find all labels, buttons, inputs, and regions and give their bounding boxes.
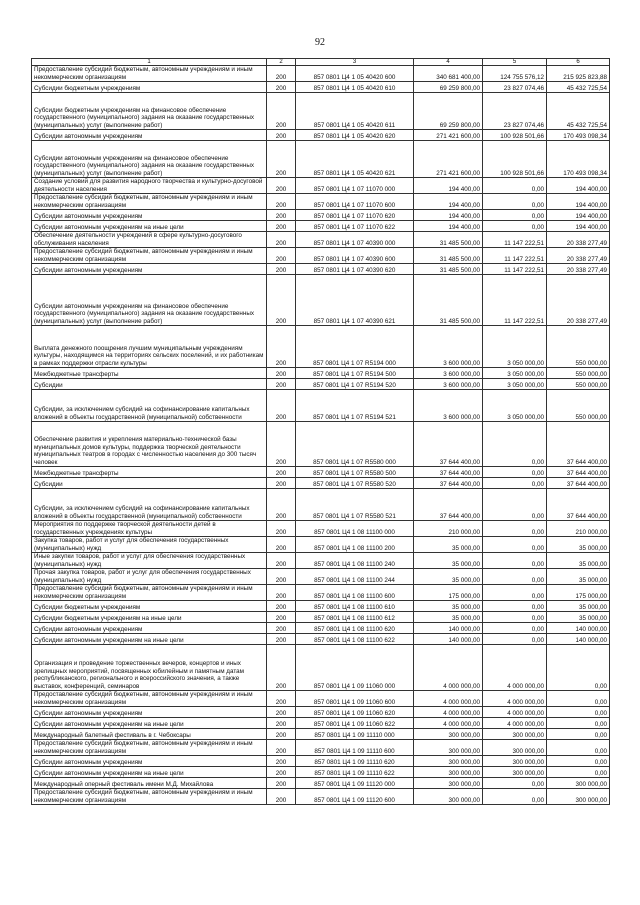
- row-executed-amount: 0,00: [483, 612, 547, 623]
- row-unexecuted-amount: 37 644 400,00: [547, 489, 610, 521]
- row-line-code: 200: [267, 756, 296, 767]
- row-unexecuted-amount: 170 493 098,34: [547, 141, 610, 178]
- row-executed-amount: 4 000 000,00: [483, 645, 547, 691]
- row-executed-amount: 100 928 501,66: [483, 141, 547, 178]
- row-budget-classification: 857 0801 Ц4 1 08 11100 000: [296, 521, 414, 537]
- row-line-code: 200: [267, 623, 296, 634]
- row-line-code: 200: [267, 521, 296, 537]
- row-budget-classification: 857 0801 Ц4 1 08 11100 622: [296, 634, 414, 645]
- row-unexecuted-amount: 0,00: [547, 729, 610, 740]
- row-name: Субсидии: [32, 379, 267, 390]
- row-line-code: 200: [267, 130, 296, 141]
- row-approved-amount: 194 400,00: [414, 194, 483, 210]
- row-name: Субсидии автономным учреждениям: [32, 264, 267, 275]
- row-budget-classification: 857 0801 Ц4 1 07 11070 620: [296, 210, 414, 221]
- row-line-code: 200: [267, 248, 296, 264]
- row-unexecuted-amount: 194 400,00: [547, 210, 610, 221]
- row-executed-amount: 3 050 000,00: [483, 368, 547, 379]
- table-row: [32, 756, 610, 767]
- row-approved-amount: 175 000,00: [414, 585, 483, 601]
- row-approved-amount: 300 000,00: [414, 778, 483, 789]
- row-unexecuted-amount: 0,00: [547, 756, 610, 767]
- row-line-code: 200: [267, 93, 296, 130]
- row-approved-amount: 4 000 000,00: [414, 645, 483, 691]
- column-header: 6: [547, 59, 610, 66]
- header-row: [32, 59, 610, 66]
- row-budget-classification: 857 0801 Ц4 1 07 R5580 521: [296, 489, 414, 521]
- row-unexecuted-amount: 20 338 277,49: [547, 248, 610, 264]
- row-name: Предоставление субсидий бюджетным, автономным учреждениям и иным некоммерческим организациям: [32, 740, 267, 756]
- row-name: Субсидии автономным учреждениям на финансовое обеспечение государственного (муниципального) задания на оказание государственных (муниципальных) услуг (выполнение работ): [32, 141, 267, 178]
- row-line-code: 200: [267, 326, 296, 368]
- row-budget-classification: 857 0801 Ц4 1 07 11070 600: [296, 194, 414, 210]
- table-row: [32, 390, 610, 422]
- row-approved-amount: 31 485 500,00: [414, 232, 483, 248]
- table-row: [32, 478, 610, 489]
- row-budget-classification: 857 0801 Ц4 1 08 11100 610: [296, 601, 414, 612]
- row-budget-classification: 857 0801 Ц4 1 07 R5194 520: [296, 379, 414, 390]
- row-name: Субсидии автономным учреждениям на иные цели: [32, 221, 267, 232]
- row-line-code: 200: [267, 422, 296, 467]
- row-approved-amount: 35 000,00: [414, 601, 483, 612]
- row-budget-classification: 857 0801 Ц4 1 08 11100 600: [296, 585, 414, 601]
- row-approved-amount: 300 000,00: [414, 789, 483, 805]
- row-budget-classification: 857 0801 Ц4 1 07 40390 620: [296, 264, 414, 275]
- row-approved-amount: 4 000 000,00: [414, 691, 483, 707]
- row-name: Субсидии автономным учреждениям: [32, 210, 267, 221]
- row-name: Предоставление субсидий бюджетным, автономным учреждениям и иным некоммерческим организациям: [32, 789, 267, 805]
- row-name: Мероприятия по поддержке творческой деятельности детей в государственных учреждениях культуры: [32, 521, 267, 537]
- row-budget-classification: 857 0801 Ц4 1 09 11110 620: [296, 756, 414, 767]
- table-row: [32, 210, 610, 221]
- row-name: Выплата денежного поощрения лучшим муниципальным учреждениям культуры, находящимся на территориях сельских поселений, и их работникам в рамках поддержки отрасли культуры: [32, 326, 267, 368]
- row-budget-classification: 857 0801 Ц4 1 07 R5194 521: [296, 390, 414, 422]
- row-name: Субсидии автономным учреждениям на иные цели: [32, 767, 267, 778]
- row-name: Субсидии бюджетным учреждениям на финансовое обеспечение государственного (муниципального) задания на оказание государственных (муниципальных) услуг (выполнение работ): [32, 93, 267, 130]
- row-name: Субсидии автономным учреждениям: [32, 756, 267, 767]
- column-header: 5: [483, 59, 547, 66]
- table-row: [32, 264, 610, 275]
- row-unexecuted-amount: 37 644 400,00: [547, 478, 610, 489]
- row-executed-amount: 3 050 000,00: [483, 390, 547, 422]
- row-line-code: 200: [267, 740, 296, 756]
- row-executed-amount: 300 000,00: [483, 740, 547, 756]
- row-unexecuted-amount: 550 000,00: [547, 379, 610, 390]
- row-unexecuted-amount: 20 338 277,49: [547, 275, 610, 326]
- row-unexecuted-amount: 20 338 277,49: [547, 232, 610, 248]
- column-header: 4: [414, 59, 483, 66]
- row-name: Международный балетный фестиваль в г. Чебоксары: [32, 729, 267, 740]
- row-approved-amount: 37 644 400,00: [414, 467, 483, 478]
- table-row: [32, 585, 610, 601]
- row-budget-classification: 857 0801 Ц4 1 09 11060 600: [296, 691, 414, 707]
- row-approved-amount: 194 400,00: [414, 210, 483, 221]
- row-executed-amount: 3 050 000,00: [483, 379, 547, 390]
- row-name: Межбюджетные трансферты: [32, 467, 267, 478]
- table-row: [32, 691, 610, 707]
- row-executed-amount: 0,00: [483, 521, 547, 537]
- row-approved-amount: 35 000,00: [414, 612, 483, 623]
- row-unexecuted-amount: 35 000,00: [547, 601, 610, 612]
- row-approved-amount: 37 644 400,00: [414, 422, 483, 467]
- table-row: [32, 612, 610, 623]
- table-row: [32, 778, 610, 789]
- table-row: [32, 82, 610, 93]
- row-approved-amount: 31 485 500,00: [414, 275, 483, 326]
- row-name: Иные закупки товаров, работ и услуг для обеспечения государственных (муниципальных) нужд: [32, 553, 267, 569]
- row-name: Субсидии автономным учреждениям на иные цели: [32, 634, 267, 645]
- row-line-code: 200: [267, 82, 296, 93]
- row-approved-amount: 4 000 000,00: [414, 707, 483, 718]
- row-approved-amount: 37 644 400,00: [414, 489, 483, 521]
- row-budget-classification: 857 0801 Ц4 1 07 R5580 000: [296, 422, 414, 467]
- row-approved-amount: 3 600 000,00: [414, 379, 483, 390]
- table-row: [32, 521, 610, 537]
- row-name: Субсидии автономным учреждениям на иные цели: [32, 718, 267, 729]
- row-approved-amount: 194 400,00: [414, 221, 483, 232]
- row-approved-amount: 31 485 500,00: [414, 264, 483, 275]
- row-executed-amount: 300 000,00: [483, 729, 547, 740]
- row-unexecuted-amount: 140 000,00: [547, 623, 610, 634]
- row-executed-amount: 100 928 501,66: [483, 130, 547, 141]
- row-executed-amount: 0,00: [483, 489, 547, 521]
- row-line-code: 200: [267, 194, 296, 210]
- row-name: Предоставление субсидий бюджетным, автономным учреждениям и иным некоммерческим организациям: [32, 66, 267, 82]
- row-unexecuted-amount: 550 000,00: [547, 326, 610, 368]
- table-row: [32, 141, 610, 178]
- table-row: [32, 645, 610, 691]
- row-name: Субсидии автономным учреждениям: [32, 130, 267, 141]
- row-budget-classification: 857 0801 Ц4 1 07 R5194 500: [296, 368, 414, 379]
- table-row: [32, 368, 610, 379]
- row-budget-classification: 857 0801 Ц4 1 09 11110 000: [296, 729, 414, 740]
- table-row: [32, 537, 610, 553]
- table-row: [32, 248, 610, 264]
- row-line-code: 200: [267, 178, 296, 194]
- row-budget-classification: 857 0801 Ц4 1 05 40420 600: [296, 66, 414, 82]
- row-approved-amount: 300 000,00: [414, 740, 483, 756]
- row-budget-classification: 857 0801 Ц4 1 09 11120 600: [296, 789, 414, 805]
- row-executed-amount: 11 147 222,51: [483, 232, 547, 248]
- table-row: [32, 93, 610, 130]
- row-unexecuted-amount: 550 000,00: [547, 368, 610, 379]
- row-name: Предоставление субсидий бюджетным, автономным учреждениям и иным некоммерческим организациям: [32, 194, 267, 210]
- row-name: Субсидии бюджетным учреждениям на иные цели: [32, 612, 267, 623]
- row-budget-classification: 857 0801 Ц4 1 07 R5580 520: [296, 478, 414, 489]
- row-budget-classification: 857 0801 Ц4 1 07 11070 000: [296, 178, 414, 194]
- row-unexecuted-amount: 0,00: [547, 691, 610, 707]
- row-budget-classification: 857 0801 Ц4 1 05 40420 620: [296, 130, 414, 141]
- row-name: Предоставление субсидий бюджетным, автономным учреждениям и иным некоммерческим организациям: [32, 248, 267, 264]
- table-row: [32, 707, 610, 718]
- row-approved-amount: 194 400,00: [414, 178, 483, 194]
- row-budget-classification: 857 0801 Ц4 1 07 40390 000: [296, 232, 414, 248]
- row-executed-amount: 11 147 222,51: [483, 248, 547, 264]
- row-unexecuted-amount: 45 432 725,54: [547, 93, 610, 130]
- row-line-code: 200: [267, 789, 296, 805]
- row-budget-classification: 857 0801 Ц4 1 09 11060 622: [296, 718, 414, 729]
- row-line-code: 200: [267, 390, 296, 422]
- row-name: Субсидии: [32, 478, 267, 489]
- table-row: [32, 569, 610, 585]
- row-name: Субсидии автономным учреждениям на финансовое обеспечение государственного (муниципального) задания на оказание государственных (муниципальных) услуг (выполнение работ): [32, 275, 267, 326]
- row-unexecuted-amount: 37 644 400,00: [547, 422, 610, 467]
- table-row: [32, 379, 610, 390]
- row-budget-classification: 857 0801 Ц4 1 05 40420 610: [296, 82, 414, 93]
- row-line-code: 200: [267, 553, 296, 569]
- table-row: [32, 634, 610, 645]
- row-unexecuted-amount: 0,00: [547, 767, 610, 778]
- table-row: [32, 623, 610, 634]
- row-approved-amount: 300 000,00: [414, 767, 483, 778]
- table-row: [32, 422, 610, 467]
- row-approved-amount: 3 600 000,00: [414, 368, 483, 379]
- row-approved-amount: 3 600 000,00: [414, 326, 483, 368]
- row-executed-amount: 0,00: [483, 634, 547, 645]
- row-approved-amount: 271 421 600,00: [414, 141, 483, 178]
- row-name: Субсидии автономным учреждениям: [32, 707, 267, 718]
- row-approved-amount: 340 681 400,00: [414, 66, 483, 82]
- row-name: Межбюджетные трансферты: [32, 368, 267, 379]
- row-unexecuted-amount: 140 000,00: [547, 634, 610, 645]
- row-name: Субсидии, за исключением субсидий на софинансирование капитальных вложений в объекты государственной (муниципальной) собственности: [32, 390, 267, 422]
- row-budget-classification: 857 0801 Ц4 1 08 11100 620: [296, 623, 414, 634]
- row-unexecuted-amount: 0,00: [547, 740, 610, 756]
- row-line-code: 200: [267, 537, 296, 553]
- row-executed-amount: 4 000 000,00: [483, 718, 547, 729]
- row-unexecuted-amount: 300 000,00: [547, 778, 610, 789]
- table-row: [32, 275, 610, 326]
- table-row: [32, 729, 610, 740]
- table-row: [32, 489, 610, 521]
- row-executed-amount: 11 147 222,51: [483, 264, 547, 275]
- row-approved-amount: 300 000,00: [414, 729, 483, 740]
- row-line-code: 200: [267, 612, 296, 623]
- row-unexecuted-amount: 210 000,00: [547, 521, 610, 537]
- table-row: [32, 326, 610, 368]
- row-executed-amount: 0,00: [483, 467, 547, 478]
- row-unexecuted-amount: 194 400,00: [547, 178, 610, 194]
- row-executed-amount: 0,00: [483, 789, 547, 805]
- row-line-code: 200: [267, 467, 296, 478]
- row-line-code: 200: [267, 585, 296, 601]
- row-executed-amount: 23 827 074,46: [483, 82, 547, 93]
- table-row: [32, 718, 610, 729]
- row-approved-amount: 35 000,00: [414, 553, 483, 569]
- row-unexecuted-amount: 37 644 400,00: [547, 467, 610, 478]
- row-approved-amount: 140 000,00: [414, 623, 483, 634]
- row-executed-amount: 0,00: [483, 194, 547, 210]
- row-executed-amount: 300 000,00: [483, 767, 547, 778]
- row-budget-classification: 857 0801 Ц4 1 07 R5194 000: [296, 326, 414, 368]
- row-executed-amount: 23 827 074,46: [483, 93, 547, 130]
- table-row: [32, 66, 610, 82]
- table-row: [32, 601, 610, 612]
- row-name: Предоставление субсидий бюджетным, автономным учреждениям и иным некоммерческим организациям: [32, 691, 267, 707]
- budget-table: [31, 58, 610, 805]
- row-unexecuted-amount: 0,00: [547, 645, 610, 691]
- row-executed-amount: 0,00: [483, 178, 547, 194]
- row-budget-classification: 857 0801 Ц4 1 09 11060 620: [296, 707, 414, 718]
- row-unexecuted-amount: 550 000,00: [547, 390, 610, 422]
- row-name: Предоставление субсидий бюджетным, автономным учреждениям и иным некоммерческим организациям: [32, 585, 267, 601]
- table-header: [32, 59, 610, 66]
- row-approved-amount: 69 259 800,00: [414, 93, 483, 130]
- row-line-code: 200: [267, 707, 296, 718]
- column-header: 2: [267, 59, 296, 66]
- row-approved-amount: 31 485 500,00: [414, 248, 483, 264]
- table-row: [32, 789, 610, 805]
- table-row: [32, 740, 610, 756]
- row-line-code: 200: [267, 379, 296, 390]
- row-approved-amount: 300 000,00: [414, 756, 483, 767]
- row-executed-amount: 0,00: [483, 585, 547, 601]
- row-budget-classification: 857 0801 Ц4 1 08 11100 240: [296, 553, 414, 569]
- row-approved-amount: 271 421 600,00: [414, 130, 483, 141]
- row-name: Прочая закупка товаров, работ и услуг для обеспечения государственных (муниципальных) нужд: [32, 569, 267, 585]
- row-unexecuted-amount: 194 400,00: [547, 221, 610, 232]
- column-header: 3: [296, 59, 414, 66]
- table-row: [32, 178, 610, 194]
- row-line-code: 200: [267, 368, 296, 379]
- row-budget-classification: 857 0801 Ц4 1 08 11100 612: [296, 612, 414, 623]
- row-unexecuted-amount: 175 000,00: [547, 585, 610, 601]
- row-budget-classification: 857 0801 Ц4 1 08 11100 200: [296, 537, 414, 553]
- table-body: [32, 66, 610, 805]
- row-line-code: 200: [267, 645, 296, 691]
- row-name: Субсидии автономным учреждениям: [32, 623, 267, 634]
- row-line-code: 200: [267, 478, 296, 489]
- row-approved-amount: 35 000,00: [414, 537, 483, 553]
- column-header: 1: [32, 59, 267, 66]
- row-line-code: 200: [267, 718, 296, 729]
- row-unexecuted-amount: 215 925 823,88: [547, 66, 610, 82]
- row-line-code: 200: [267, 141, 296, 178]
- row-unexecuted-amount: 170 493 098,34: [547, 130, 610, 141]
- row-name: Создание условий для развития народного творчества и культурно-досуговой деятельности населения: [32, 178, 267, 194]
- row-approved-amount: 140 000,00: [414, 634, 483, 645]
- row-line-code: 200: [267, 275, 296, 326]
- page-number: 92: [315, 37, 325, 48]
- row-budget-classification: 857 0801 Ц4 1 08 11100 244: [296, 569, 414, 585]
- row-line-code: 200: [267, 729, 296, 740]
- row-executed-amount: 0,00: [483, 569, 547, 585]
- row-executed-amount: 4 000 000,00: [483, 691, 547, 707]
- row-line-code: 200: [267, 489, 296, 521]
- row-approved-amount: 4 000 000,00: [414, 718, 483, 729]
- row-budget-classification: 857 0801 Ц4 1 09 11110 622: [296, 767, 414, 778]
- row-approved-amount: 69 259 800,00: [414, 82, 483, 93]
- row-line-code: 200: [267, 66, 296, 82]
- row-budget-classification: 857 0801 Ц4 1 05 40420 611: [296, 93, 414, 130]
- row-unexecuted-amount: 45 432 725,54: [547, 82, 610, 93]
- row-executed-amount: 3 050 000,00: [483, 326, 547, 368]
- row-line-code: 200: [267, 569, 296, 585]
- table-row: [32, 194, 610, 210]
- row-line-code: 200: [267, 232, 296, 248]
- row-line-code: 200: [267, 601, 296, 612]
- row-budget-classification: 857 0801 Ц4 1 05 40420 621: [296, 141, 414, 178]
- table-row: [32, 553, 610, 569]
- row-line-code: 200: [267, 264, 296, 275]
- row-executed-amount: 300 000,00: [483, 756, 547, 767]
- row-budget-classification: 857 0801 Ц4 1 09 11060 000: [296, 645, 414, 691]
- row-approved-amount: 3 600 000,00: [414, 390, 483, 422]
- row-unexecuted-amount: 0,00: [547, 707, 610, 718]
- row-executed-amount: 0,00: [483, 601, 547, 612]
- row-executed-amount: 0,00: [483, 210, 547, 221]
- row-name: Субсидии бюджетным учреждениям: [32, 601, 267, 612]
- row-unexecuted-amount: 20 338 277,49: [547, 264, 610, 275]
- row-unexecuted-amount: 35 000,00: [547, 569, 610, 585]
- row-line-code: 200: [267, 634, 296, 645]
- row-unexecuted-amount: 0,00: [547, 718, 610, 729]
- row-executed-amount: 124 755 576,12: [483, 66, 547, 82]
- row-budget-classification: 857 0801 Ц4 1 07 R5580 500: [296, 467, 414, 478]
- row-name: Субсидии, за исключением субсидий на софинансирование капитальных вложений в объекты государственной (муниципальной) собственности: [32, 489, 267, 521]
- table-row: [32, 130, 610, 141]
- row-line-code: 200: [267, 691, 296, 707]
- row-approved-amount: 35 000,00: [414, 569, 483, 585]
- table-row: [32, 221, 610, 232]
- row-budget-classification: 857 0801 Ц4 1 07 40390 621: [296, 275, 414, 326]
- row-unexecuted-amount: 35 000,00: [547, 612, 610, 623]
- row-name: Обеспечение развития и укрепления материально-технической базы муниципальных домов культуры, поддержка творческой деятельности муниципальных театров в городах с численностью населения до 300 тысяч человек: [32, 422, 267, 467]
- row-line-code: 200: [267, 221, 296, 232]
- row-name: Закупка товаров, работ и услуг для обеспечения государственных (муниципальных) нужд: [32, 537, 267, 553]
- row-line-code: 200: [267, 778, 296, 789]
- table-row: [32, 232, 610, 248]
- row-executed-amount: 0,00: [483, 422, 547, 467]
- row-budget-classification: 857 0801 Ц4 1 09 11120 000: [296, 778, 414, 789]
- row-executed-amount: 0,00: [483, 553, 547, 569]
- row-unexecuted-amount: 35 000,00: [547, 553, 610, 569]
- row-unexecuted-amount: 35 000,00: [547, 537, 610, 553]
- row-unexecuted-amount: 300 000,00: [547, 789, 610, 805]
- row-executed-amount: 0,00: [483, 221, 547, 232]
- row-budget-classification: 857 0801 Ц4 1 09 11110 600: [296, 740, 414, 756]
- row-executed-amount: 0,00: [483, 623, 547, 634]
- row-name: Организация и проведение торжественных вечеров, концертов и иных зрелищных мероприятий, посвященных юбилейным и памятным датам республиканского, регионального и всероссийского значения, а также выставок, конференций, семинаров: [32, 645, 267, 691]
- row-executed-amount: 0,00: [483, 537, 547, 553]
- row-executed-amount: 11 147 222,51: [483, 275, 547, 326]
- row-approved-amount: 37 644 400,00: [414, 478, 483, 489]
- row-unexecuted-amount: 194 400,00: [547, 194, 610, 210]
- row-executed-amount: 4 000 000,00: [483, 707, 547, 718]
- table-row: [32, 467, 610, 478]
- table-row: [32, 767, 610, 778]
- row-executed-amount: 0,00: [483, 478, 547, 489]
- row-name: Обеспечение деятельности учреждений в сфере культурно-досугового обслуживания населения: [32, 232, 267, 248]
- row-name: Международный оперный фестиваль имени М.Д. Михайлова: [32, 778, 267, 789]
- row-line-code: 200: [267, 210, 296, 221]
- row-line-code: 200: [267, 767, 296, 778]
- row-executed-amount: 0,00: [483, 778, 547, 789]
- row-name: Субсидии бюджетным учреждениям: [32, 82, 267, 93]
- row-budget-classification: 857 0801 Ц4 1 07 40390 600: [296, 248, 414, 264]
- row-budget-classification: 857 0801 Ц4 1 07 11070 622: [296, 221, 414, 232]
- row-approved-amount: 210 000,00: [414, 521, 483, 537]
